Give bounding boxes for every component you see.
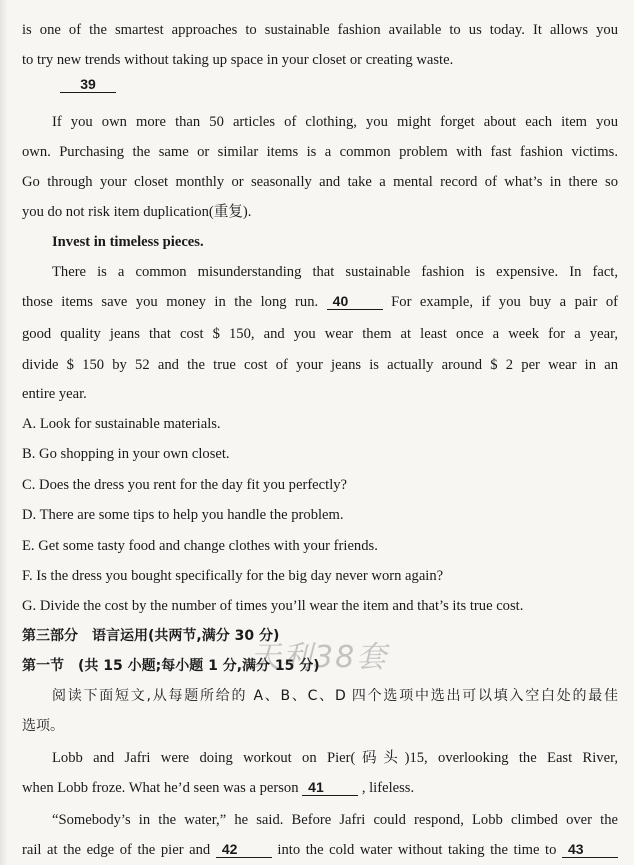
timeless-line-2-before: those items save you money in the long run. — [22, 294, 319, 310]
story-line-2-after: , lifeless. — [361, 780, 415, 796]
story-line-2 — [22, 778, 618, 798]
blank-39-number: 39 — [60, 76, 116, 93]
option-e: E. Get some tasty food and change clothes with your friends. — [22, 538, 378, 554]
blank-39 — [60, 76, 116, 94]
blank-41: 41 — [302, 779, 358, 796]
story-line-4 — [22, 840, 618, 860]
timeless-line-2-after: For example, if you buy a pair of — [391, 294, 618, 310]
closet-line-2: own. Purchasing the same or similar items is a common problem with fast fashion victims. — [22, 144, 618, 160]
part3-heading: 第三部分 语言运用(共两节,满分 30 分) — [22, 628, 280, 644]
timeless-line-1: There is a common misunderstanding that sustainable fashion is expensive. In fact, — [52, 264, 618, 280]
instructions-line-2: 选项。 — [22, 718, 64, 734]
section1-heading: 第一节 (共 15 小题;每小题 1 分,满分 15 分) — [22, 658, 320, 674]
closet-line-3: Go through your closet monthly or seasonally and take a mental record of what’s in there so — [22, 174, 618, 190]
option-g: G. Divide the cost by the number of times you’ll wear the item and that’s its true cost. — [22, 598, 524, 614]
instructions-line-1: 阅读下面短文,从每题所给的 A、B、C、D 四个选项中选出可以填入空白处的最佳 — [52, 688, 618, 704]
closet-line-4: you do not risk item duplication(重复). — [22, 204, 252, 220]
timeless-line-4: divide $ 150 by 52 and the true cost of your jeans is actually around $ 2 per wear in an — [22, 357, 618, 373]
timeless-line-5: entire year. — [22, 386, 87, 402]
option-b: B. Go shopping in your own closet. — [22, 446, 230, 462]
timeless-line-2 — [22, 292, 618, 312]
blank-40: 40 — [327, 293, 383, 310]
closet-line-1: If you own more than 50 articles of clothing, you might forget about each item you — [52, 114, 618, 130]
heading-timeless: Invest in timeless pieces. — [52, 234, 204, 250]
timeless-line-3: good quality jeans that cost $ 150, and you wear them at least once a week for a year, — [22, 326, 618, 342]
watermark-logo: 天利38套 — [250, 640, 389, 675]
option-c: C. Does the dress you rent for the day fit you perfectly? — [22, 477, 348, 493]
story-line-4-before: rail at the edge of the pier and — [22, 842, 211, 858]
option-a: A. Look for sustainable materials. — [22, 416, 221, 432]
story-line-2-before: when Lobb froze. What he’d seen was a person — [22, 780, 299, 796]
option-d: D. There are some tips to help you handle the problem. — [22, 507, 344, 523]
intro-line-2: to try new trends without taking up space in your closet or creating waste. — [22, 52, 454, 68]
blank-43: 43 — [562, 841, 618, 858]
story-line-1: Lobb and Jafri were doing workout on Pier(码头)15, overlooking the East River, — [52, 750, 618, 766]
intro-line-1: is one of the smartest approaches to sustainable fashion available to us today. It allows you — [22, 22, 618, 38]
page-edge-shadow — [0, 0, 8, 865]
blank-42: 42 — [216, 841, 272, 858]
option-f: F. Is the dress you bought specifically for the big day never worn again? — [22, 568, 444, 584]
story-line-3: “Somebody’s in the water,” he said. Before Jafri could respond, Lobb climbed over the — [52, 812, 618, 828]
story-line-4-mid: into the cold water without taking the time to — [277, 842, 557, 858]
